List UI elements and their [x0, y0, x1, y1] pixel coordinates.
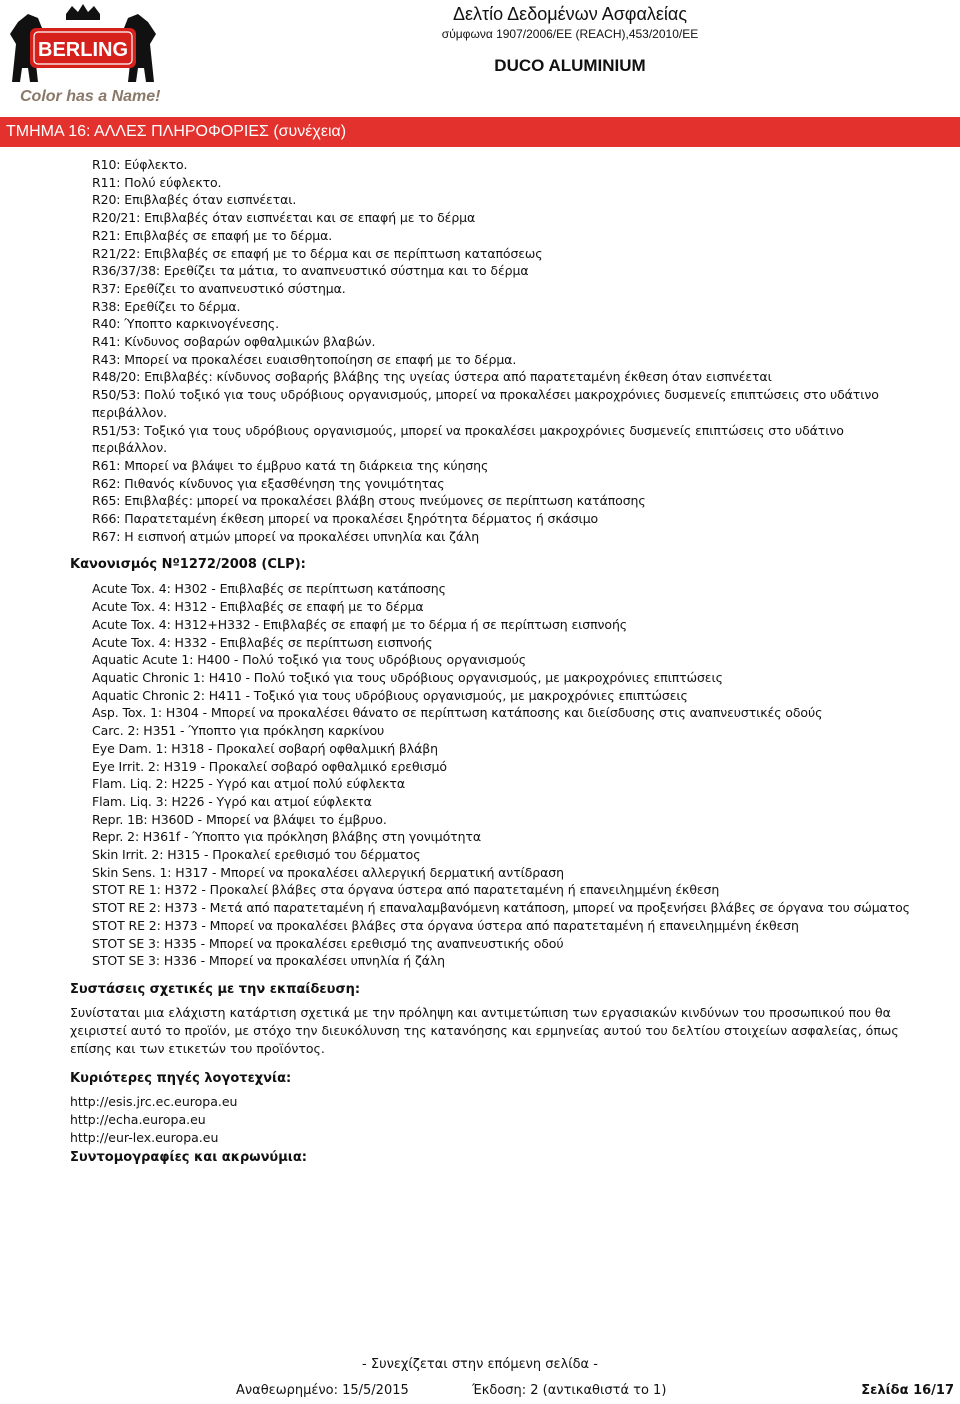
clp-item: STOT RE 2: H373 - Μετά από παρατεταμένη ή επαναλαμβανόμενη κατάποση, μπορεί να προξενήσει βλάβες σε όργανα του σώματος — [92, 900, 910, 916]
continued-note: - Συνεχίζεται στην επόμενη σελίδα - — [362, 1357, 598, 1372]
r-phrases-list — [0, 156, 960, 545]
clp-item: Skin Irrit. 2: H315 - Προκαλεί ερεθισμό του δέρματος — [92, 847, 421, 863]
clp-item: Aquatic Chronic 1: H410 - Πολύ τοξικό για τους υδρόβιους οργανισμούς, με μακροχρόνιες επιπτώσεις — [92, 669, 723, 685]
clp-item: Carc. 2: H351 - Ύποπτο για πρόκληση καρκίνου — [92, 723, 385, 739]
clp-item: Eye Irrit. 2: H319 - Προκαλεί σοβαρό οφθαλμικό ερεθισμό — [92, 758, 447, 774]
r-phrase: R65: Επιβλαβές: μπορεί να προκαλέσει βλάβη στους πνεύμονες σε περίπτωση κατάποσης — [92, 493, 646, 509]
clp-heading: Κανονισμός Nº1272/2008 (CLP): — [70, 557, 306, 573]
literature-link[interactable]: http://esis.jrc.ec.europa.eu — [70, 1093, 238, 1109]
r-phrase: R50/53: Πολύ τοξικό για τους υδρόβιους οργανισμούς, μπορεί να προκαλέσει μακροχρόνιες δυσμενείς επιπτώσεις στο υδάτινο περιβάλλον. — [92, 387, 879, 420]
r-phrase: R10: Εύφλεκτο. — [92, 157, 188, 172]
r-phrase: R67: Η εισπνοή ατμών μπορεί να προκαλέσει υπνηλία και ζάλη — [92, 528, 480, 544]
logo-slogan: Color has a Name! — [20, 88, 161, 105]
r-phrase: R41: Κίνδυνος σοβαρών οφθαλμικών βλαβών. — [92, 334, 376, 350]
literature-link[interactable]: http://eur-lex.europa.eu — [70, 1129, 219, 1145]
clp-item: Repr. 1B: H360D - Μπορεί να βλάψει το έμβρυο. — [92, 811, 387, 827]
document-title: Δελτίο Δεδομένων Ασφαλείας — [452, 4, 687, 24]
clp-item: Acute Tox. 4: H312+H332 - Επιβλαβές σε επαφή με το δέρμα ή σε περίπτωση εισπνοής — [92, 616, 628, 632]
clp-item: Repr. 2: H361f - Ύποπτο για πρόκληση βλάβης στη γονιμότητα — [92, 829, 481, 845]
r-phrase: R43: Μπορεί να προκαλέσει ευαισθητοποίηση σε επαφή με το δέρμα. — [92, 351, 517, 367]
clp-item: STOT SE 3: H336 - Μπορεί να προκαλέσει υπνηλία ή ζάλη — [92, 953, 445, 969]
literature-heading: Κυριότερες πηγές λογοτεχνία: — [70, 1070, 292, 1086]
section-content — [0, 156, 960, 1172]
training-heading: Συστάσεις σχετικές με την εκπαίδευση: — [70, 981, 361, 997]
clp-item: Eye Dam. 1: H318 - Προκαλεί σοβαρή οφθαλμική βλάβη — [92, 740, 438, 756]
clp-item: Acute Tox. 4: H312 - Επιβλαβές σε επαφή με το δέρμα — [92, 599, 424, 615]
clp-item: Aquatic Acute 1: H400 - Πολύ τοξικό για τους υδρόβιους οργανισμούς — [92, 652, 526, 668]
clp-item: Asp. Tox. 1: H304 - Μπορεί να προκαλέσει θάνατο σε περίπτωση κατάποσης και διείσδυσης στις αναπνευστικές οδούς — [92, 705, 823, 721]
logo-text: BERLING — [38, 39, 128, 61]
clp-item: STOT SE 3: H335 - Μπορεί να προκαλέσει ερεθισμό της αναπνευστικής οδού — [92, 935, 564, 951]
r-phrase: R20/21: Επιβλαβές όταν εισπνέεται και σε επαφή με το δέρμα — [92, 210, 476, 226]
clp-item: Flam. Liq. 2: H225 - Υγρό και ατμοί πολύ εύφλεκτα — [92, 776, 405, 792]
r-phrase: R20: Επιβλαβές όταν εισπνέεται. — [92, 192, 297, 208]
version-info: Έκδοση: 2 (αντικαθιστά το 1) — [472, 1383, 667, 1398]
training-text: Συνίσταται μια ελάχιστη κατάρτιση σχετικά με την πρόληψη και αντιμετώπιση των εργασιακών κινδύνων του προσωπικού που θα χειριστεί αυτό το προϊόν, με στόχο την διευκόλυνση της κατανόησης και ερμηνείας αυτού του δελτίου στοιχείων ασφαλείας, όπως επίσης και των ετικετών του προϊόντος. — [70, 1004, 899, 1057]
r-phrase: R36/37/38: Ερεθίζει τα μάτια, το αναπνευστικό σύστημα και το δέρμα — [92, 263, 529, 279]
clp-item: Acute Tox. 4: H302 - Επιβλαβές σε περίπτωση κατάποσης — [92, 581, 446, 597]
r-phrase: R38: Ερεθίζει το δέρμα. — [92, 298, 241, 314]
clp-item: Skin Sens. 1: H317 - Μπορεί να προκαλέσει αλλεργική δερματική αντίδραση — [92, 864, 564, 880]
r-phrase: R66: Παρατεταμένη έκθεση μπορεί να προκαλέσει ξηρότητα δέρματος ή σκάσιμο — [92, 511, 599, 527]
clp-item: Acute Tox. 4: H332 - Επιβλαβές σε περίπτωση εισπνοής — [92, 634, 433, 650]
r-phrase: R48/20: Επιβλαβές: κίνδυνος σοβαρής βλάβης της υγείας ύστερα από παρατεταμένη έκθεση όταν εισπνέεται — [92, 369, 772, 385]
abbreviations-heading: Συντομογραφίες και ακρωνύμια: — [70, 1149, 307, 1165]
r-phrase: R21/22: Επιβλαβές σε επαφή με το δέρμα και σε περίπτωση καταπόσεως — [92, 245, 543, 261]
r-phrase: R51/53: Τοξικό για τους υδρόβιους οργανισμούς, μπορεί να προκαλέσει μακροχρόνιες δυσμενείς επιπτώσεις στο υδάτινο περιβάλλον. — [92, 422, 844, 456]
r-phrase: R21: Επιβλαβές σε επαφή με το δέρμα. — [92, 227, 333, 243]
lion-crest-icon — [8, 4, 158, 94]
page-number: Σελίδα 16/17 — [861, 1383, 954, 1398]
product-name: DUCO ALUMINIUM — [494, 56, 646, 75]
revision-date: Αναθεωρημένο: 15/5/2015 — [236, 1383, 409, 1398]
section-header: ΤΜΗΜΑ 16: ΑΛΛΕΣ ΠΛΗΡΟΦΟΡΙΕΣ (συνέχεια) — [0, 117, 960, 147]
r-phrase: R61: Μπορεί να βλάψει το έμβρυο κατά τη διάρκεια της κύησης — [92, 457, 489, 473]
clp-item: Aquatic Chronic 2: H411 - Τοξικό για τους υδρόβιους οργανισμούς, με μακροχρόνιες επιπτώσεις — [92, 687, 688, 703]
r-phrase: R37: Ερεθίζει το αναπνευστικό σύστημα. — [92, 280, 346, 296]
clp-item: STOT RE 1: H372 - Προκαλεί βλάβες στα όργανα ύστερα από παρατεταμένη ή επανειλημμένη έκθεση — [92, 882, 720, 898]
clp-item: Flam. Liq. 3: H226 - Υγρό και ατμοί εύφλεκτα — [92, 793, 372, 809]
regulation-reference: σύμφωνα 1907/2006/ΕΕ (REACH),453/2010/ΕΕ — [441, 27, 699, 41]
r-phrase: R62: Πιθανός κίνδυνος για εξασθένηση της γονιμότητας — [92, 475, 445, 491]
r-phrase: R11: Πολύ εύφλεκτο. — [92, 174, 222, 190]
clp-item: STOT RE 2: H373 - Μπορεί να προκαλέσει βλάβες στα όργανα ύστερα από παρατεταμένη ή επανειλημμένη έκθεση — [92, 917, 799, 933]
literature-link[interactable]: http://echa.europa.eu — [70, 1111, 206, 1127]
clp-list — [0, 580, 960, 969]
r-phrase: R40: Ύποπτο καρκινογένεσης. — [92, 316, 280, 332]
